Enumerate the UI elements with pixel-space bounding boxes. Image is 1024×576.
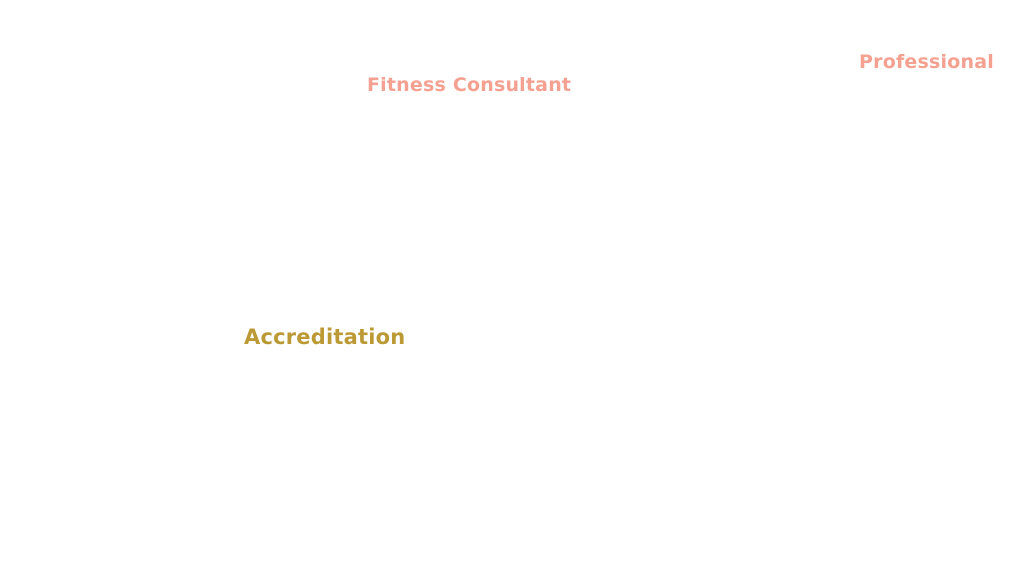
accreditation-label: Accreditation	[244, 325, 406, 349]
fitness-consultant-label: Fitness Consultant	[367, 74, 572, 96]
professional-label: Professional	[859, 51, 994, 73]
